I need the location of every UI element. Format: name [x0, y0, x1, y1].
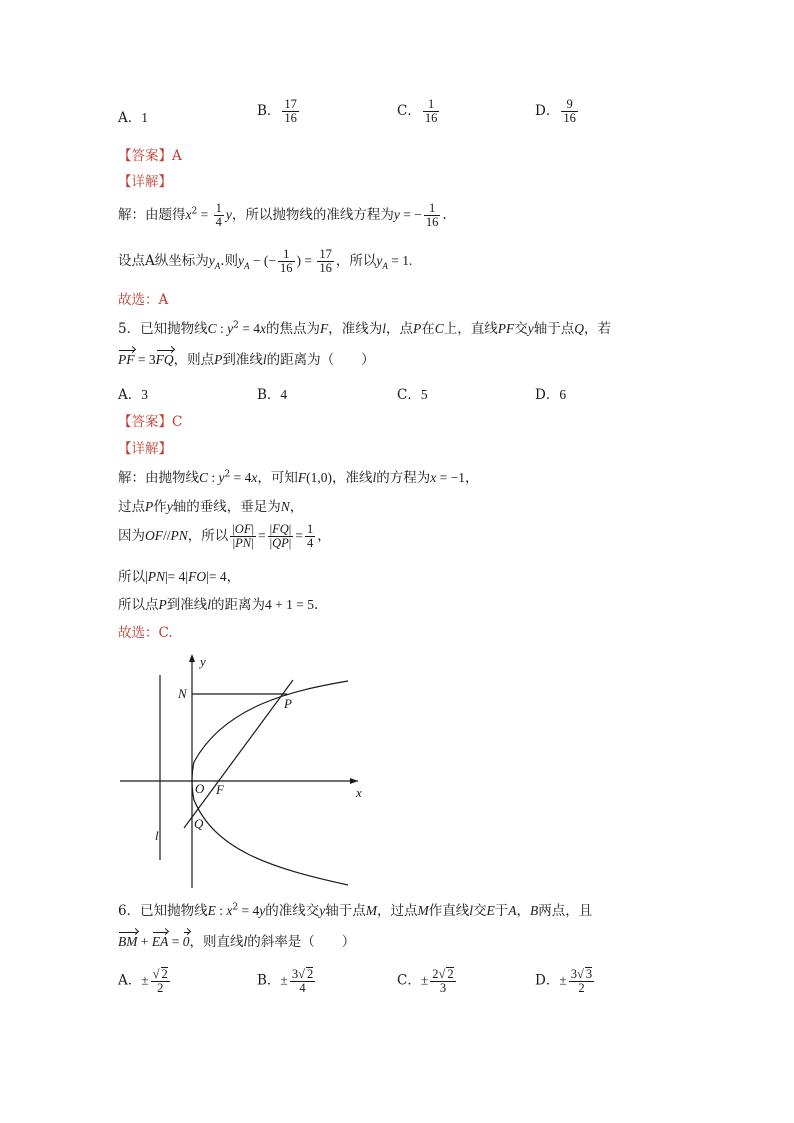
q4-solution-line2: 设点A纵坐标为$y_A$.则$y_A$ − (− $\frac{1}{16}$ ) = $\frac{17}{16}$ ，所以$y_A = 1$. — [118, 247, 413, 276]
q5-solution-line1: 解：由抛物线C : $y^2 = 4x$，可知F(1,0)，准线l的方程为x = −1， — [118, 469, 479, 486]
q5-solution-line2: 过点P作y轴的垂线，垂足为N， — [118, 499, 304, 515]
q4-conclusion: 故选：A — [118, 292, 169, 308]
line-pfq — [184, 680, 293, 828]
q5-answer: 【答案】C — [118, 414, 183, 430]
label-l: l — [155, 828, 159, 843]
fraction: $\frac{1}{16}$ — [424, 97, 438, 126]
q6-stem-line1: 6．已知抛物线E : $x^2 = 4y$的准线交y轴于点M，过点M作直线l交E于A，B两点，且 — [118, 902, 593, 919]
q5-option-b: B．4 — [257, 387, 288, 403]
label-o: O — [195, 781, 205, 796]
q5-stem-line1: 5．已知抛物线C : $y^2 = 4x$的焦点为F，准线为l，点P在C上，直线PF交y轴于点Q，若 — [118, 320, 612, 337]
fraction: $\frac{9}{16}$ — [563, 97, 576, 126]
label-y: y — [200, 654, 206, 669]
parabola-figure — [110, 650, 380, 895]
q6-option-b: B．± $\frac{3√ 2}{4}$ — [257, 967, 314, 996]
label-x: x — [356, 785, 362, 800]
q4-option-d: D． $\frac{9}{16}$ — [535, 97, 576, 126]
q5-solution-line3: 因为OF//PN，所以 $\frac{|OF|}{|PN|}$ = $\frac{|FQ|}{|QP|}$ = $\frac{1}{4}$ ， — [118, 522, 331, 551]
q5-option-c: C．5 — [397, 387, 428, 403]
q6-stem-line2: BM + EA = 0，则直线l的斜率是（ ） — [118, 934, 356, 950]
q5-solution-line5: 所以点P到准线l的距离为4 + 1 = 5. — [118, 597, 319, 613]
q4-option-b: B． $\frac{17}{16}$ — [257, 97, 297, 126]
q5-solution-line4: 所以|PN|= 4|FO|= 4， — [118, 569, 241, 585]
fraction: $\frac{17}{16}$ — [284, 97, 297, 126]
q5-option-d: D．6 — [535, 387, 567, 403]
q6-option-a: A．± $\frac{√ 2}{2}$ — [118, 967, 168, 996]
q4-answer: 【答案】A — [118, 148, 182, 164]
q5-option-a: A．3 — [118, 387, 148, 403]
label-p: P — [284, 696, 292, 711]
q5-stem-line2: PF = 3FQ，则点P到准线l的距离为（ ） — [118, 352, 375, 368]
q5-conclusion: 故选：C. — [118, 625, 173, 641]
y-axis-arrow — [189, 654, 195, 662]
q4-option-a: A．1 — [118, 110, 148, 126]
q4-option-c: C． $\frac{1}{16}$ — [397, 97, 438, 126]
q4-solution-line1: 解：由题得$x^2$ = $\frac{1}{4}$ y，所以抛物线的准线方程为y = − $\frac{1}{16}$ . — [118, 201, 447, 230]
q5-detail-label: 【详解】 — [118, 441, 172, 457]
x-axis-arrow — [350, 778, 358, 784]
label-n: N — [178, 686, 187, 701]
label-f: F — [216, 782, 224, 797]
label-q: Q — [194, 816, 204, 831]
q6-option-c: C．± $\frac{2√ 2}{3}$ — [397, 967, 454, 996]
q4-detail-label: 【详解】 — [118, 174, 172, 190]
q6-option-d: D．± $\frac{3√ 3}{2}$ — [535, 967, 593, 996]
